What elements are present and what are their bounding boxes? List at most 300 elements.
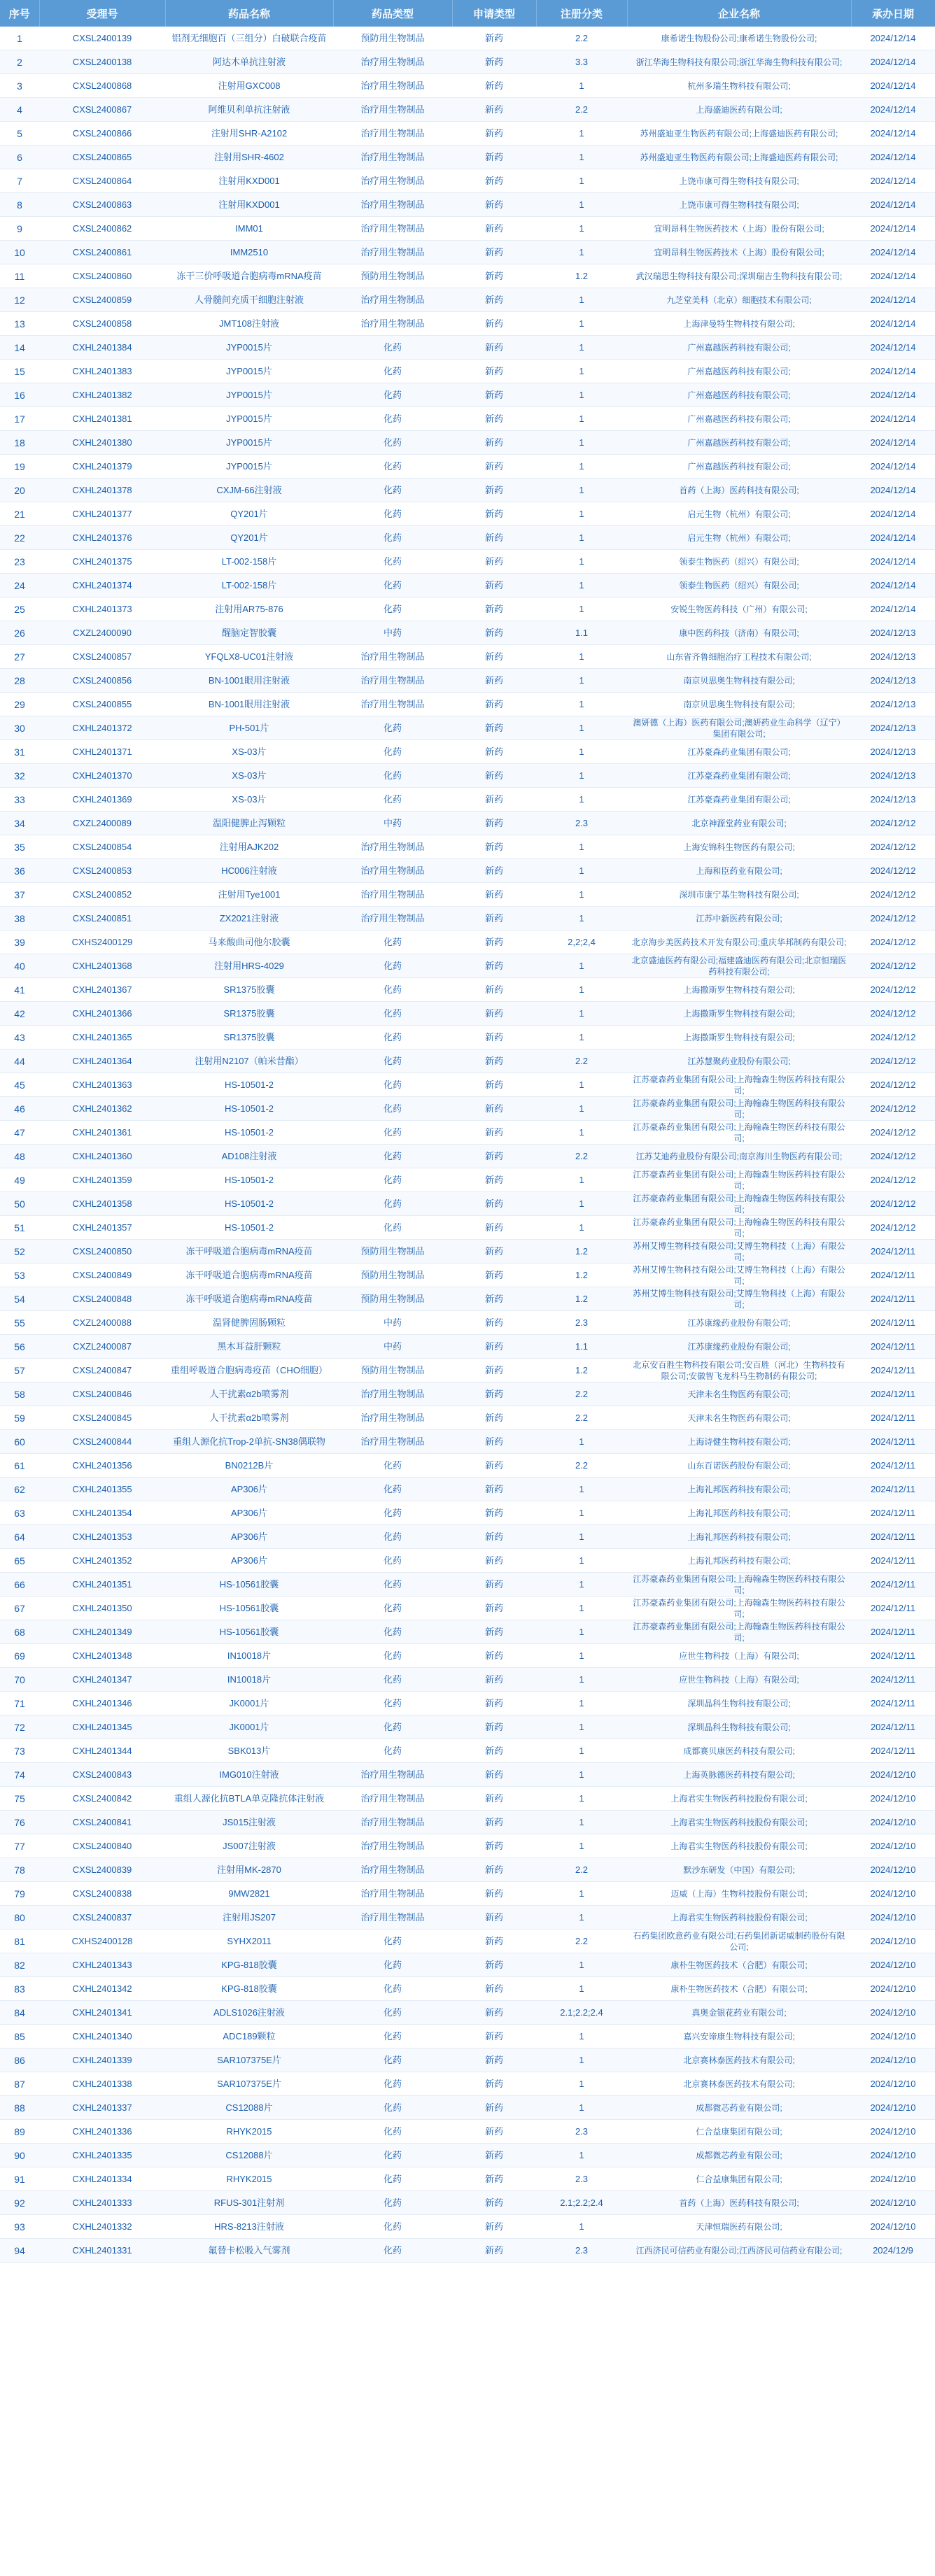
cell-index: 9 bbox=[0, 217, 39, 241]
cell-application-type: 新药 bbox=[452, 146, 536, 169]
table-row[interactable] bbox=[0, 1359, 935, 1382]
table-row[interactable] bbox=[0, 479, 935, 502]
table-row[interactable] bbox=[0, 455, 935, 479]
cell-registration-class: 1 bbox=[536, 526, 627, 550]
table-row[interactable] bbox=[0, 597, 935, 621]
table-row[interactable] bbox=[0, 1002, 935, 1026]
cell-drug-name: 注射用AJK202 bbox=[165, 835, 333, 859]
cell-company-name: 北京神源堂药业有限公司; bbox=[627, 812, 851, 835]
cell-undertake-date: 2024/12/12 bbox=[851, 1121, 935, 1145]
table-row[interactable] bbox=[0, 1668, 935, 1692]
cell-drug-type: 治疗用生物制品 bbox=[333, 1834, 452, 1858]
cell-drug-name: 注射用SHR-A2102 bbox=[165, 122, 333, 146]
cell-undertake-date: 2024/12/12 bbox=[851, 1049, 935, 1073]
table-row[interactable] bbox=[0, 1192, 935, 1216]
cell-drug-type: 化药 bbox=[333, 1668, 452, 1692]
table-row[interactable] bbox=[0, 1715, 935, 1739]
cell-registration-class: 1 bbox=[536, 193, 627, 217]
cell-company-name: 上海安锦科生物医药有限公司; bbox=[627, 835, 851, 859]
cell-drug-type: 预防用生物制品 bbox=[333, 1287, 452, 1311]
cell-index: 91 bbox=[0, 2167, 39, 2191]
table-row[interactable] bbox=[0, 1382, 935, 1406]
cell-index: 40 bbox=[0, 954, 39, 978]
cell-index: 7 bbox=[0, 169, 39, 193]
cell-undertake-date: 2024/12/13 bbox=[851, 693, 935, 716]
cell-company-name: 上海津曼特生物科技有限公司; bbox=[627, 312, 851, 336]
cell-drug-type: 化药 bbox=[333, 1977, 452, 2001]
cell-acceptance-number: CXHL2401348 bbox=[39, 1644, 165, 1668]
cell-index: 31 bbox=[0, 740, 39, 764]
table-row[interactable] bbox=[0, 74, 935, 98]
table-row[interactable] bbox=[0, 526, 935, 550]
cell-drug-name: IN10018片 bbox=[165, 1644, 333, 1668]
table-row[interactable] bbox=[0, 431, 935, 455]
table-row[interactable] bbox=[0, 930, 935, 954]
table-row[interactable] bbox=[0, 1953, 935, 1977]
table-row[interactable] bbox=[0, 1620, 935, 1644]
cell-drug-type: 治疗用生物制品 bbox=[333, 1906, 452, 1930]
cell-acceptance-number: CXSL2400854 bbox=[39, 835, 165, 859]
cell-company-name: 上海君实生物医药科技股份有限公司; bbox=[627, 1834, 851, 1858]
cell-acceptance-number: CXHL2401331 bbox=[39, 2239, 165, 2263]
header-undertake-date[interactable]: 承办日期 bbox=[851, 0, 935, 27]
table-row[interactable] bbox=[0, 2167, 935, 2191]
cell-company-name: 宜明昂科生物医药技术（上海）股份有限公司; bbox=[627, 241, 851, 264]
cell-application-type: 新药 bbox=[452, 788, 536, 812]
cell-company-name: 江苏康缘药业股份有限公司; bbox=[627, 1311, 851, 1335]
cell-application-type: 新药 bbox=[452, 597, 536, 621]
cell-acceptance-number: CXHL2401340 bbox=[39, 2025, 165, 2048]
table-row[interactable] bbox=[0, 1216, 935, 1240]
table-row[interactable] bbox=[0, 2001, 935, 2025]
cell-index: 46 bbox=[0, 1097, 39, 1121]
cell-application-type: 新药 bbox=[452, 1763, 536, 1787]
table-row[interactable] bbox=[0, 312, 935, 336]
cell-application-type: 新药 bbox=[452, 1382, 536, 1406]
cell-drug-name: 铝剂无细胞百（三组分）白破联合疫苗 bbox=[165, 27, 333, 50]
table-row[interactable] bbox=[0, 502, 935, 526]
cell-application-type: 新药 bbox=[452, 2001, 536, 2025]
cell-drug-type: 治疗用生物制品 bbox=[333, 1406, 452, 1430]
cell-drug-type: 治疗用生物制品 bbox=[333, 312, 452, 336]
cell-registration-class: 1 bbox=[536, 1073, 627, 1097]
table-row[interactable] bbox=[0, 1739, 935, 1763]
cell-company-name: 康希诺生物股份公司;康希诺生物股份公司; bbox=[627, 27, 851, 50]
table-row[interactable] bbox=[0, 1882, 935, 1906]
table-row[interactable] bbox=[0, 2096, 935, 2120]
cell-index: 75 bbox=[0, 1787, 39, 1811]
header-acceptance-number[interactable]: 受理号 bbox=[39, 0, 165, 27]
cell-index: 66 bbox=[0, 1573, 39, 1597]
cell-drug-name: HS-10501-2 bbox=[165, 1192, 333, 1216]
table-row[interactable] bbox=[0, 740, 935, 764]
table-row[interactable] bbox=[0, 1168, 935, 1192]
cell-drug-name: 温阳健脾止泻颗粒 bbox=[165, 812, 333, 835]
cell-drug-type: 化药 bbox=[333, 1620, 452, 1644]
cell-acceptance-number: CXHL2401351 bbox=[39, 1573, 165, 1597]
cell-index: 13 bbox=[0, 312, 39, 336]
cell-drug-name: BN-1001眼用注射液 bbox=[165, 693, 333, 716]
cell-index: 56 bbox=[0, 1335, 39, 1359]
table-row[interactable] bbox=[0, 1121, 935, 1145]
cell-drug-type: 治疗用生物制品 bbox=[333, 241, 452, 264]
table-row[interactable] bbox=[0, 645, 935, 669]
cell-index: 45 bbox=[0, 1073, 39, 1097]
header-index[interactable]: 序号 bbox=[0, 0, 39, 27]
cell-drug-name: HS-10501-2 bbox=[165, 1073, 333, 1097]
cell-drug-name: 重组人源化抗BTLA单克隆抗体注射液 bbox=[165, 1787, 333, 1811]
table-row[interactable] bbox=[0, 693, 935, 716]
cell-registration-class: 2.3 bbox=[536, 2239, 627, 2263]
cell-registration-class: 1 bbox=[536, 1026, 627, 1049]
table-row[interactable] bbox=[0, 954, 935, 978]
cell-registration-class: 1 bbox=[536, 383, 627, 407]
cell-index: 4 bbox=[0, 98, 39, 122]
table-row[interactable] bbox=[0, 1430, 935, 1454]
cell-undertake-date: 2024/12/14 bbox=[851, 241, 935, 264]
table-row[interactable] bbox=[0, 1525, 935, 1549]
cell-drug-name: RHYK2015 bbox=[165, 2167, 333, 2191]
cell-index: 24 bbox=[0, 574, 39, 597]
cell-application-type: 新药 bbox=[452, 479, 536, 502]
cell-acceptance-number: CXSL2400842 bbox=[39, 1787, 165, 1811]
table-row[interactable] bbox=[0, 383, 935, 407]
cell-drug-name: JYP0015片 bbox=[165, 407, 333, 431]
table-row[interactable] bbox=[0, 1026, 935, 1049]
table-row[interactable] bbox=[0, 764, 935, 788]
table-row[interactable] bbox=[0, 2215, 935, 2239]
cell-drug-type: 化药 bbox=[333, 2001, 452, 2025]
cell-registration-class: 1 bbox=[536, 336, 627, 360]
cell-drug-name: SBK013片 bbox=[165, 1739, 333, 1763]
cell-acceptance-number: CXHS2400128 bbox=[39, 1930, 165, 1953]
cell-index: 70 bbox=[0, 1668, 39, 1692]
table-row[interactable] bbox=[0, 883, 935, 907]
table-row[interactable] bbox=[0, 1692, 935, 1715]
cell-registration-class: 1 bbox=[536, 1834, 627, 1858]
table-row[interactable] bbox=[0, 2072, 935, 2096]
cell-company-name: 上海君实生物医药科技股份有限公司; bbox=[627, 1906, 851, 1930]
cell-company-name: 上海撒斯罗生物科技有限公司; bbox=[627, 1002, 851, 1026]
cell-acceptance-number: CXZL2400090 bbox=[39, 621, 165, 645]
cell-registration-class: 1 bbox=[536, 669, 627, 693]
cell-index: 54 bbox=[0, 1287, 39, 1311]
cell-drug-type: 治疗用生物制品 bbox=[333, 835, 452, 859]
table-row[interactable] bbox=[0, 122, 935, 146]
cell-company-name: 江苏豪森药业集团有限公司;上海翰森生物医药科技有限公司; bbox=[627, 1573, 851, 1597]
cell-drug-name: 重组呼吸道合胞病毒疫苗（CHO细胞） bbox=[165, 1359, 333, 1382]
cell-acceptance-number: CXHL2401354 bbox=[39, 1501, 165, 1525]
cell-application-type: 新药 bbox=[452, 1668, 536, 1692]
cell-drug-type: 治疗用生物制品 bbox=[333, 1787, 452, 1811]
table-row[interactable] bbox=[0, 1145, 935, 1168]
cell-registration-class: 1 bbox=[536, 597, 627, 621]
cell-index: 14 bbox=[0, 336, 39, 360]
table-row[interactable] bbox=[0, 2144, 935, 2167]
table-row[interactable] bbox=[0, 2120, 935, 2144]
cell-acceptance-number: CXHL2401352 bbox=[39, 1549, 165, 1573]
cell-index: 86 bbox=[0, 2048, 39, 2072]
cell-acceptance-number: CXHL2401335 bbox=[39, 2144, 165, 2167]
cell-index: 36 bbox=[0, 859, 39, 883]
cell-undertake-date: 2024/12/14 bbox=[851, 597, 935, 621]
table-row[interactable] bbox=[0, 716, 935, 740]
cell-company-name: 康朴生物医药技术（合肥）有限公司; bbox=[627, 1953, 851, 1977]
cell-undertake-date: 2024/12/14 bbox=[851, 193, 935, 217]
cell-index: 23 bbox=[0, 550, 39, 574]
cell-acceptance-number: CXHL2401379 bbox=[39, 455, 165, 479]
header-application-type[interactable]: 申请类型 bbox=[452, 0, 536, 27]
cell-company-name: 江苏豪森药业集团有限公司;上海翰森生物医药科技有限公司; bbox=[627, 1168, 851, 1192]
table-row[interactable] bbox=[0, 669, 935, 693]
cell-index: 17 bbox=[0, 407, 39, 431]
table-row[interactable] bbox=[0, 1454, 935, 1478]
cell-index: 18 bbox=[0, 431, 39, 455]
cell-drug-type: 化药 bbox=[333, 2215, 452, 2239]
cell-application-type: 新药 bbox=[452, 336, 536, 360]
cell-company-name: 上海礼邦医药科技有限公司; bbox=[627, 1549, 851, 1573]
cell-registration-class: 1 bbox=[536, 146, 627, 169]
cell-undertake-date: 2024/12/10 bbox=[851, 1811, 935, 1834]
table-row[interactable] bbox=[0, 1644, 935, 1668]
header-drug-type[interactable]: 药品类型 bbox=[333, 0, 452, 27]
cell-registration-class: 2.2 bbox=[536, 1049, 627, 1073]
cell-registration-class: 1 bbox=[536, 907, 627, 930]
cell-undertake-date: 2024/12/14 bbox=[851, 312, 935, 336]
table-row[interactable] bbox=[0, 1287, 935, 1311]
cell-company-name: 应世生物科技（上海）有限公司; bbox=[627, 1668, 851, 1692]
cell-registration-class: 1 bbox=[536, 431, 627, 455]
cell-drug-type: 治疗用生物制品 bbox=[333, 122, 452, 146]
table-row[interactable] bbox=[0, 907, 935, 930]
cell-index: 65 bbox=[0, 1549, 39, 1573]
cell-company-name: 苏州盛迪亚生物医药有限公司;上海盛迪医药有限公司; bbox=[627, 146, 851, 169]
cell-undertake-date: 2024/12/11 bbox=[851, 1739, 935, 1763]
table-row[interactable] bbox=[0, 812, 935, 835]
cell-company-name: 江苏豪森药业集团有限公司;上海翰森生物医药科技有限公司; bbox=[627, 1192, 851, 1216]
table-row[interactable] bbox=[0, 1049, 935, 1073]
table-row[interactable] bbox=[0, 1906, 935, 1930]
cell-acceptance-number: CXHL2401339 bbox=[39, 2048, 165, 2072]
cell-company-name: 江苏豪森药业集团有限公司;上海翰森生物医药科技有限公司; bbox=[627, 1620, 851, 1644]
cell-drug-type: 化药 bbox=[333, 2096, 452, 2120]
cell-index: 19 bbox=[0, 455, 39, 479]
cell-company-name: 成都微芯药业有限公司; bbox=[627, 2096, 851, 2120]
cell-drug-name: BN0212B片 bbox=[165, 1454, 333, 1478]
table-row[interactable] bbox=[0, 1240, 935, 1264]
table-row[interactable] bbox=[0, 1930, 935, 1953]
cell-application-type: 新药 bbox=[452, 1501, 536, 1525]
cell-drug-name: 人干扰素α2b喷雾剂 bbox=[165, 1406, 333, 1430]
cell-registration-class: 1 bbox=[536, 1192, 627, 1216]
cell-application-type: 新药 bbox=[452, 50, 536, 74]
cell-application-type: 新药 bbox=[452, 1049, 536, 1073]
cell-undertake-date: 2024/12/10 bbox=[851, 2025, 935, 2048]
table-row[interactable] bbox=[0, 1264, 935, 1287]
table-row[interactable] bbox=[0, 360, 935, 383]
cell-company-name: 石药集团欧意药业有限公司;石药集团新诺威制药股份有限公司; bbox=[627, 1930, 851, 1953]
table-row[interactable] bbox=[0, 550, 935, 574]
cell-index: 51 bbox=[0, 1216, 39, 1240]
table-row[interactable] bbox=[0, 859, 935, 883]
cell-index: 72 bbox=[0, 1715, 39, 1739]
table-row[interactable] bbox=[0, 1478, 935, 1501]
table-row[interactable] bbox=[0, 1597, 935, 1620]
cell-undertake-date: 2024/12/10 bbox=[851, 2191, 935, 2215]
cell-company-name: 上海和臣药业有限公司; bbox=[627, 859, 851, 883]
table-row[interactable] bbox=[0, 621, 935, 645]
cell-drug-type: 治疗用生物制品 bbox=[333, 1763, 452, 1787]
cell-drug-name: AP306片 bbox=[165, 1549, 333, 1573]
table-row[interactable] bbox=[0, 1073, 935, 1097]
cell-registration-class: 2.3 bbox=[536, 1311, 627, 1335]
cell-drug-name: YFQLX8-UC01注射液 bbox=[165, 645, 333, 669]
table-row[interactable] bbox=[0, 1834, 935, 1858]
table-row[interactable] bbox=[0, 98, 935, 122]
cell-acceptance-number: CXHL2401366 bbox=[39, 1002, 165, 1026]
cell-registration-class: 1 bbox=[536, 2144, 627, 2167]
table-row[interactable] bbox=[0, 1573, 935, 1597]
cell-acceptance-number: CXHL2401333 bbox=[39, 2191, 165, 2215]
cell-drug-type: 预防用生物制品 bbox=[333, 1359, 452, 1382]
table-row[interactable] bbox=[0, 217, 935, 241]
header-company-name[interactable]: 企业名称 bbox=[627, 0, 851, 27]
table-row[interactable] bbox=[0, 407, 935, 431]
table-row[interactable] bbox=[0, 336, 935, 360]
table-row[interactable] bbox=[0, 1787, 935, 1811]
cell-index: 16 bbox=[0, 383, 39, 407]
cell-undertake-date: 2024/12/14 bbox=[851, 574, 935, 597]
header-drug-name[interactable]: 药品名称 bbox=[165, 0, 333, 27]
table-row[interactable] bbox=[0, 27, 935, 50]
cell-acceptance-number: CXHL2401373 bbox=[39, 597, 165, 621]
cell-company-name: 江苏艾迪药业股份有限公司;南京海川生物医药有限公司; bbox=[627, 1145, 851, 1168]
table-row[interactable] bbox=[0, 2239, 935, 2263]
cell-application-type: 新药 bbox=[452, 1145, 536, 1168]
table-row[interactable] bbox=[0, 2025, 935, 2048]
cell-index: 28 bbox=[0, 669, 39, 693]
cell-drug-name: HS-10501-2 bbox=[165, 1216, 333, 1240]
cell-drug-name: SR1375胶囊 bbox=[165, 978, 333, 1002]
cell-registration-class: 1 bbox=[536, 574, 627, 597]
cell-application-type: 新药 bbox=[452, 1930, 536, 1953]
table-row[interactable] bbox=[0, 264, 935, 288]
table-row[interactable] bbox=[0, 1097, 935, 1121]
table-row[interactable] bbox=[0, 169, 935, 193]
cell-acceptance-number: CXHL2401350 bbox=[39, 1597, 165, 1620]
table-row[interactable] bbox=[0, 50, 935, 74]
table-row[interactable] bbox=[0, 1811, 935, 1834]
cell-drug-name: QY201片 bbox=[165, 502, 333, 526]
cell-company-name: 北京安百胜生物科技有限公司;安百胜（河北）生物科技有限公司;安徽智飞龙科马生物制药有限公司; bbox=[627, 1359, 851, 1382]
cell-company-name: 天津未名生物医药有限公司; bbox=[627, 1406, 851, 1430]
cell-company-name: 深圳晶科生物科技有限公司; bbox=[627, 1715, 851, 1739]
table-row[interactable] bbox=[0, 788, 935, 812]
cell-drug-name: LT-002-158片 bbox=[165, 574, 333, 597]
cell-undertake-date: 2024/12/10 bbox=[851, 2215, 935, 2239]
cell-application-type: 新药 bbox=[452, 1454, 536, 1478]
cell-application-type: 新药 bbox=[452, 1240, 536, 1264]
table-row[interactable] bbox=[0, 2191, 935, 2215]
cell-drug-type: 治疗用生物制品 bbox=[333, 883, 452, 907]
table-row[interactable] bbox=[0, 2048, 935, 2072]
cell-undertake-date: 2024/12/13 bbox=[851, 764, 935, 788]
cell-undertake-date: 2024/12/14 bbox=[851, 74, 935, 98]
cell-drug-type: 治疗用生物制品 bbox=[333, 50, 452, 74]
table-row[interactable] bbox=[0, 1311, 935, 1335]
cell-drug-name: 注射用AR75-876 bbox=[165, 597, 333, 621]
cell-drug-name: 冻干呼吸道合胞病毒mRNA疫苗 bbox=[165, 1264, 333, 1287]
cell-application-type: 新药 bbox=[452, 621, 536, 645]
cell-application-type: 新药 bbox=[452, 1026, 536, 1049]
table-row[interactable] bbox=[0, 1549, 935, 1573]
cell-acceptance-number: CXHL2401360 bbox=[39, 1145, 165, 1168]
cell-drug-type: 化药 bbox=[333, 1644, 452, 1668]
cell-undertake-date: 2024/12/14 bbox=[851, 431, 935, 455]
cell-drug-name: 冻干呼吸道合胞病毒mRNA疫苗 bbox=[165, 1287, 333, 1311]
cell-index: 27 bbox=[0, 645, 39, 669]
cell-application-type: 新药 bbox=[452, 1858, 536, 1882]
cell-undertake-date: 2024/12/11 bbox=[851, 1406, 935, 1430]
cell-drug-name: JS015注射液 bbox=[165, 1811, 333, 1834]
table-row[interactable] bbox=[0, 1977, 935, 2001]
cell-drug-name: JYP0015片 bbox=[165, 431, 333, 455]
cell-drug-name: HS-10561胶囊 bbox=[165, 1573, 333, 1597]
cell-undertake-date: 2024/12/14 bbox=[851, 169, 935, 193]
cell-drug-type: 化药 bbox=[333, 1692, 452, 1715]
cell-drug-type: 中药 bbox=[333, 1311, 452, 1335]
table-row[interactable] bbox=[0, 1501, 935, 1525]
cell-acceptance-number: CXHL2401332 bbox=[39, 2215, 165, 2239]
cell-index: 88 bbox=[0, 2096, 39, 2120]
cell-registration-class: 1 bbox=[536, 954, 627, 978]
table-row[interactable] bbox=[0, 1406, 935, 1430]
table-row[interactable] bbox=[0, 978, 935, 1002]
cell-acceptance-number: CXHL2401362 bbox=[39, 1097, 165, 1121]
table-row[interactable] bbox=[0, 1335, 935, 1359]
cell-application-type: 新药 bbox=[452, 1620, 536, 1644]
cell-application-type: 新药 bbox=[452, 1359, 536, 1382]
cell-application-type: 新药 bbox=[452, 27, 536, 50]
cell-drug-name: 醒脑定智胶囊 bbox=[165, 621, 333, 645]
cell-acceptance-number: CXSL2400138 bbox=[39, 50, 165, 74]
cell-undertake-date: 2024/12/12 bbox=[851, 1097, 935, 1121]
table-row[interactable] bbox=[0, 574, 935, 597]
cell-drug-type: 化药 bbox=[333, 1573, 452, 1597]
table-row[interactable] bbox=[0, 193, 935, 217]
cell-drug-name: JMT108注射液 bbox=[165, 312, 333, 336]
table-row[interactable] bbox=[0, 835, 935, 859]
cell-registration-class: 2.2 bbox=[536, 1406, 627, 1430]
table-row[interactable] bbox=[0, 288, 935, 312]
table-row[interactable] bbox=[0, 146, 935, 169]
table-row[interactable] bbox=[0, 1858, 935, 1882]
cell-acceptance-number: CXSL2400857 bbox=[39, 645, 165, 669]
cell-drug-type: 化药 bbox=[333, 431, 452, 455]
cell-application-type: 新药 bbox=[452, 883, 536, 907]
cell-drug-name: XS-03片 bbox=[165, 740, 333, 764]
cell-drug-type: 化药 bbox=[333, 407, 452, 431]
table-row[interactable] bbox=[0, 241, 935, 264]
header-registration-class[interactable]: 注册分类 bbox=[536, 0, 627, 27]
cell-registration-class: 1 bbox=[536, 1882, 627, 1906]
cell-application-type: 新药 bbox=[452, 2096, 536, 2120]
cell-application-type: 新药 bbox=[452, 1715, 536, 1739]
cell-drug-name: JS007注射液 bbox=[165, 1834, 333, 1858]
table-row[interactable] bbox=[0, 1763, 935, 1787]
cell-undertake-date: 2024/12/11 bbox=[851, 1549, 935, 1573]
cell-application-type: 新药 bbox=[452, 1073, 536, 1097]
